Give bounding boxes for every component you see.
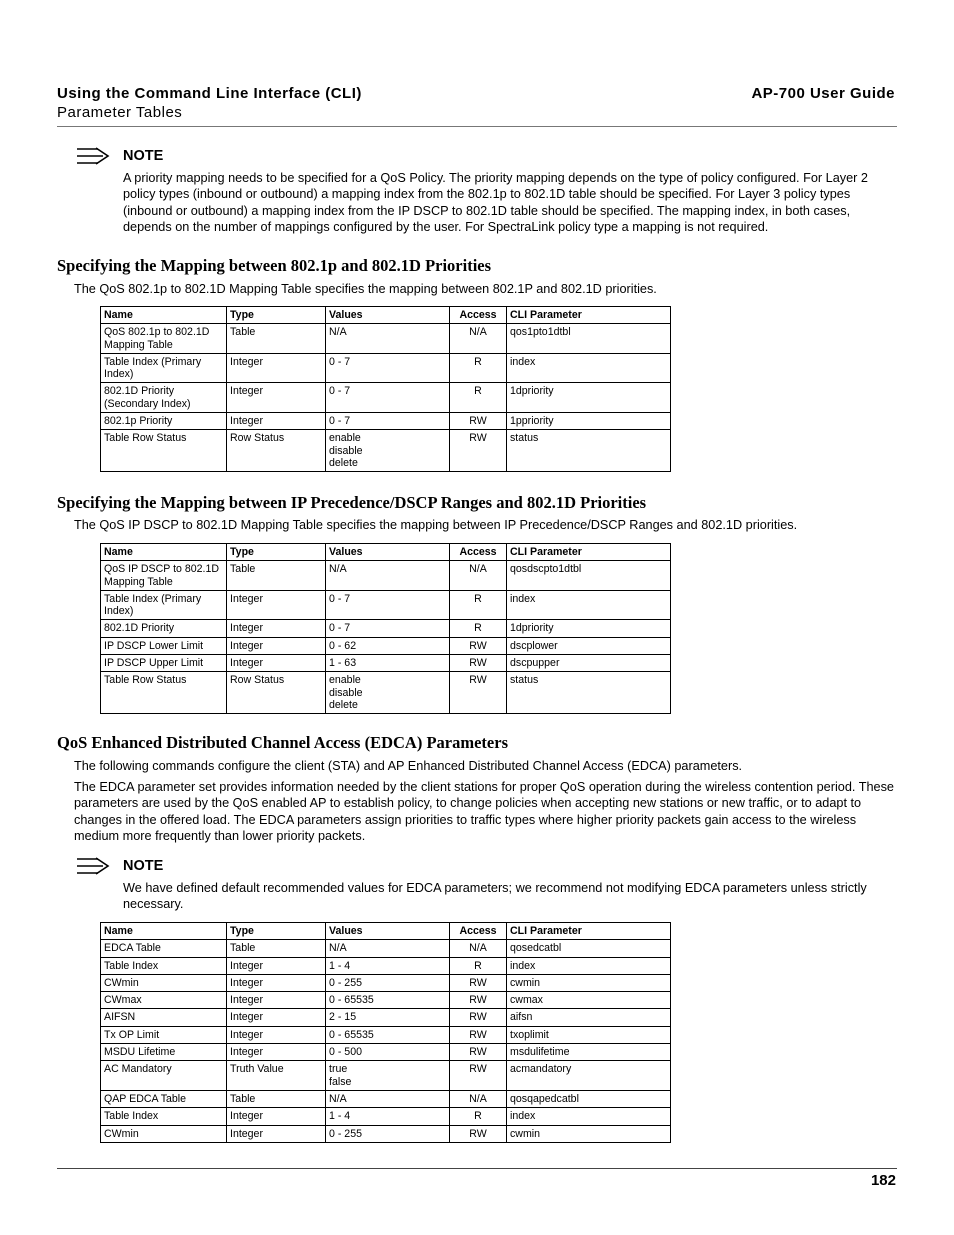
section-title: Parameter Tables	[57, 104, 183, 121]
cell-access: R	[450, 383, 507, 413]
section-intro-dscp: The QoS IP DSCP to 802.1D Mapping Table specifies the mapping between IP Precedence/DSCP Ranges and 802.1D priorities.	[74, 518, 798, 532]
cell-name: Table Row Status	[101, 672, 227, 714]
value-line: 0 - 7	[329, 355, 351, 368]
cell-name: 802.1D Priority	[101, 620, 227, 637]
cell-cli: cwmin	[507, 974, 671, 991]
cell-cli: acmandatory	[507, 1061, 671, 1091]
cell-access: RW	[450, 1009, 507, 1026]
cell-name: CWmin	[101, 1125, 227, 1142]
column-header: Type	[227, 544, 326, 561]
table-row	[101, 1090, 671, 1107]
table-row	[101, 430, 671, 472]
column-header: Values	[326, 307, 450, 324]
value-line: enable	[329, 674, 361, 687]
column-header: Access	[450, 307, 507, 324]
cell-name: Table Index	[101, 957, 227, 974]
value-line: N/A	[329, 1092, 347, 1105]
cell-cli: 1dpriority	[507, 620, 671, 637]
footer-divider	[57, 1168, 897, 1169]
cell-name: Tx OP Limit	[101, 1026, 227, 1043]
cell-values	[326, 353, 450, 383]
table-row	[101, 655, 671, 672]
note-arrow-icon	[76, 147, 110, 165]
cell-values	[326, 1125, 450, 1142]
column-header: Access	[450, 544, 507, 561]
cell-type: Integer	[227, 1125, 326, 1142]
table-row	[101, 672, 671, 714]
note-arrow-icon	[76, 857, 110, 875]
column-header: Access	[450, 923, 507, 940]
cell-name: Table Index	[101, 1108, 227, 1125]
value-line: true	[329, 1063, 348, 1076]
table-row	[101, 1009, 671, 1026]
cell-name: AIFSN	[101, 1009, 227, 1026]
section-heading-dscp: Specifying the Mapping between IP Precedence/DSCP Ranges and 802.1D Priorities	[57, 493, 647, 512]
column-header: Values	[326, 544, 450, 561]
value-line: 1 - 4	[329, 959, 351, 972]
cell-values	[326, 561, 450, 591]
cell-type: Integer	[227, 590, 326, 620]
cell-type: Row Status	[227, 430, 326, 472]
cell-cli: dscpupper	[507, 655, 671, 672]
section-heading-8021p: Specifying the Mapping between 802.1p and 802.1D Priorities	[57, 256, 492, 275]
cell-cli: dscplower	[507, 637, 671, 654]
table-row	[101, 974, 671, 991]
cell-access: R	[450, 353, 507, 383]
table-header-row	[101, 923, 671, 940]
cell-values	[326, 413, 450, 430]
value-line: false	[329, 1075, 352, 1088]
cell-cli: cwmax	[507, 992, 671, 1009]
column-header: Type	[227, 923, 326, 940]
cell-name: 802.1p Priority	[101, 413, 227, 430]
column-header: CLI Parameter	[507, 307, 671, 324]
cell-values	[326, 620, 450, 637]
column-header: CLI Parameter	[507, 544, 671, 561]
cell-cli: index	[507, 957, 671, 974]
cell-type: Integer	[227, 974, 326, 991]
cell-cli: qos1pto1dtbl	[507, 324, 671, 354]
cell-access: R	[450, 1108, 507, 1125]
table-header-row	[101, 544, 671, 561]
section-intro-8021p: The QoS 802.1p to 802.1D Mapping Table specifies the mapping between 802.1P and 802.1D priorities.	[74, 282, 657, 296]
table-row	[101, 413, 671, 430]
cell-type: Integer	[227, 413, 326, 430]
value-line: N/A	[329, 563, 347, 576]
value-line: 0 - 7	[329, 415, 351, 428]
cell-name: EDCA Table	[101, 940, 227, 957]
cell-values	[326, 1061, 450, 1091]
cell-values	[326, 655, 450, 672]
section-heading-edca: QoS Enhanced Distributed Channel Access (EDCA) Parameters	[57, 733, 508, 752]
cell-type: Integer	[227, 1026, 326, 1043]
cell-name: IP DSCP Lower Limit	[101, 637, 227, 654]
value-line: 1 - 4	[329, 1110, 351, 1123]
cell-type: Integer	[227, 353, 326, 383]
cell-cli: aifsn	[507, 1009, 671, 1026]
table-row	[101, 940, 671, 957]
cell-values	[326, 1009, 450, 1026]
cell-values	[326, 1090, 450, 1107]
cell-access: RW	[450, 974, 507, 991]
cell-name: QoS IP DSCP to 802.1D Mapping Table	[101, 561, 227, 591]
cell-type: Table	[227, 1090, 326, 1107]
cell-values	[326, 1108, 450, 1125]
cell-name: QoS 802.1p to 802.1D Mapping Table	[101, 324, 227, 354]
cell-access: RW	[450, 672, 507, 714]
table-row	[101, 1108, 671, 1125]
value-line: 0 - 7	[329, 592, 351, 605]
value-line: 0 - 500	[329, 1046, 362, 1059]
cell-type: Integer	[227, 383, 326, 413]
cell-values	[326, 1026, 450, 1043]
value-line: 0 - 7	[329, 385, 351, 398]
cell-name: QAP EDCA Table	[101, 1090, 227, 1107]
column-header: Name	[101, 923, 227, 940]
column-header: Name	[101, 544, 227, 561]
cell-access: RW	[450, 1044, 507, 1061]
cell-cli: index	[507, 590, 671, 620]
table-row	[101, 1125, 671, 1142]
cell-name: Table Index (Primary Index)	[101, 353, 227, 383]
cell-type: Row Status	[227, 672, 326, 714]
note-text: A priority mapping needs to be specified for a QoS Policy. The priority mapping depends on the type of policy configured. For Layer 2 policy types (inbound or outbound) a mapping index from the 802.1p to 802.1D table should be specified. For Layer 3 policy types (inbound or outbound) a mapping index from the IP DSCP to 802.1D table should be specified. The mapping index, in both cases, depends on the number of mappings configured by the user. For SpectraLink policy type a mapping is not required.	[123, 171, 868, 235]
cell-cli: index	[507, 353, 671, 383]
table-row	[101, 637, 671, 654]
cell-values	[326, 957, 450, 974]
table-row	[101, 1061, 671, 1091]
cell-type: Integer	[227, 1009, 326, 1026]
cell-access: RW	[450, 655, 507, 672]
cell-access: N/A	[450, 1090, 507, 1107]
cell-type: Truth Value	[227, 1061, 326, 1091]
value-line: 0 - 62	[329, 639, 357, 652]
cell-cli: 1ppriority	[507, 413, 671, 430]
cell-type: Integer	[227, 637, 326, 654]
value-line: N/A	[329, 942, 347, 955]
cell-access: RW	[450, 1125, 507, 1142]
page-number: 182	[870, 1172, 896, 1189]
cell-type: Table	[227, 324, 326, 354]
table-row	[101, 1026, 671, 1043]
guide-title: AP-700 User Guide	[751, 85, 895, 102]
cell-cli: msdulifetime	[507, 1044, 671, 1061]
cell-cli: 1dpriority	[507, 383, 671, 413]
table-row	[101, 590, 671, 620]
value-line: 0 - 255	[329, 1127, 362, 1140]
column-header: Name	[101, 307, 227, 324]
cell-access: N/A	[450, 561, 507, 591]
cell-name: IP DSCP Upper Limit	[101, 655, 227, 672]
value-line: delete	[329, 698, 358, 711]
cell-access: R	[450, 620, 507, 637]
table-row	[101, 353, 671, 383]
cell-values	[326, 324, 450, 354]
value-line: 0 - 65535	[329, 994, 374, 1007]
cell-values	[326, 1044, 450, 1061]
cell-access: R	[450, 957, 507, 974]
table-row	[101, 620, 671, 637]
value-line: 0 - 7	[329, 622, 351, 635]
cell-cli: qosdscpto1dtbl	[507, 561, 671, 591]
cell-name: AC Mandatory	[101, 1061, 227, 1091]
table-row	[101, 957, 671, 974]
cell-cli: status	[507, 430, 671, 472]
table-edca-parameters	[100, 922, 671, 1143]
table-row	[101, 324, 671, 354]
value-line: disable	[329, 686, 363, 699]
cell-cli: index	[507, 1108, 671, 1125]
note-title: NOTE	[123, 148, 164, 164]
cell-type: Integer	[227, 992, 326, 1009]
cell-values	[326, 430, 450, 472]
cell-access: RW	[450, 1026, 507, 1043]
cell-name: Table Row Status	[101, 430, 227, 472]
cell-values	[326, 992, 450, 1009]
cell-access: RW	[450, 992, 507, 1009]
value-line: disable	[329, 444, 363, 457]
cell-type: Integer	[227, 1108, 326, 1125]
cell-access: N/A	[450, 324, 507, 354]
chapter-title: Using the Command Line Interface (CLI)	[57, 85, 362, 102]
cell-access: RW	[450, 637, 507, 654]
value-line: 0 - 65535	[329, 1028, 374, 1041]
cell-cli: txoplimit	[507, 1026, 671, 1043]
table-header-row	[101, 307, 671, 324]
cell-values	[326, 940, 450, 957]
table-dscp-mapping	[100, 543, 671, 714]
value-line: delete	[329, 456, 358, 469]
cell-cli: qosqapedcatbl	[507, 1090, 671, 1107]
cell-name: CWmin	[101, 974, 227, 991]
cell-cli: status	[507, 672, 671, 714]
cell-access: RW	[450, 413, 507, 430]
column-header: Type	[227, 307, 326, 324]
cell-values	[326, 637, 450, 654]
cell-type: Table	[227, 561, 326, 591]
cell-access: RW	[450, 1061, 507, 1091]
cell-name: 802.1D Priority (Secondary Index)	[101, 383, 227, 413]
note-title: NOTE	[123, 858, 164, 874]
cell-values	[326, 672, 450, 714]
cell-access: N/A	[450, 940, 507, 957]
table-row	[101, 383, 671, 413]
cell-type: Integer	[227, 655, 326, 672]
cell-name: Table Index (Primary Index)	[101, 590, 227, 620]
cell-name: CWmax	[101, 992, 227, 1009]
column-header: Values	[326, 923, 450, 940]
table-row	[101, 1044, 671, 1061]
value-line: 1 - 63	[329, 657, 357, 670]
header-divider	[57, 126, 897, 127]
cell-type: Integer	[227, 957, 326, 974]
cell-name: MSDU Lifetime	[101, 1044, 227, 1061]
cell-access: R	[450, 590, 507, 620]
cell-values	[326, 383, 450, 413]
cell-cli: cwmin	[507, 1125, 671, 1142]
value-line: N/A	[329, 326, 347, 339]
cell-values	[326, 974, 450, 991]
cell-type: Integer	[227, 620, 326, 637]
table-row	[101, 992, 671, 1009]
table-8021p-mapping	[100, 306, 671, 472]
table-row	[101, 561, 671, 591]
cell-type: Table	[227, 940, 326, 957]
cell-access: RW	[450, 430, 507, 472]
cell-type: Integer	[227, 1044, 326, 1061]
note-text: We have defined default recommended values for EDCA parameters; we recommend not modifying EDCA parameters unless strictly necessary.	[123, 881, 867, 912]
cell-cli: qosedcatbl	[507, 940, 671, 957]
cell-values	[326, 590, 450, 620]
section-intro-edca: The following commands configure the client (STA) and AP Enhanced Distributed Channel Access (EDCA) parameters.	[74, 759, 743, 773]
value-line: 0 - 255	[329, 976, 362, 989]
column-header: CLI Parameter	[507, 923, 671, 940]
value-line: 2 - 15	[329, 1011, 357, 1024]
value-line: enable	[329, 432, 361, 445]
section-body-edca: The EDCA parameter set provides information needed by the client stations for proper QoS operation during the wireless contention period. These parameters are used by the QoS enabled AP to establish policy, to change policies when accepting new stations or new traffic, or to adapt to changes in the offered load. The EDCA parameters assign priorities to traffic types where higher priority packets gain access to the wireless medium more frequently than lower priority packets.	[74, 780, 894, 844]
